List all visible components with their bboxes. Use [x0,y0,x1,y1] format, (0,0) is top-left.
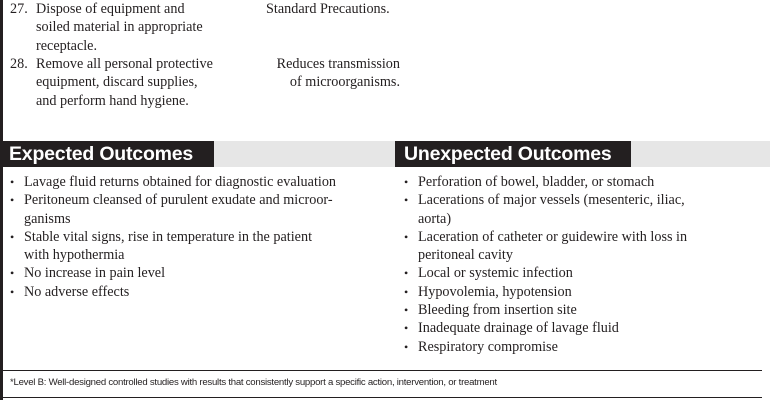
procedure-step-27 [10,0,260,55]
list-item-text: Inadequate drainage of lavage fluid [418,320,619,337]
step-text-line: Dispose of equipment and [36,1,185,17]
step-27-rationale [266,0,400,18]
list-item [404,301,749,319]
list-item [10,191,380,228]
step-text-line: and perform hand hygiene. [36,92,189,109]
step-number: 27. [10,1,28,17]
list-item [404,173,749,191]
list-item [10,228,380,265]
list-item-text: Local or systemic infection [418,265,573,282]
list-item-text: No increase in pain level [24,265,166,282]
expected-outcomes-list [10,173,380,301]
list-item [404,264,749,282]
step-text-line: Remove all personal protective [36,56,213,72]
list-item-text: with hypothermia [24,247,125,264]
list-item-text: peritoneal cavity [418,247,513,264]
step-28-rationale [266,55,400,92]
left-border-rule [0,0,3,400]
list-item-text: aorta) [418,210,452,227]
rationale-line: Standard Precautions. [266,1,390,17]
step-text-line: equipment, discard supplies, [36,74,198,91]
list-item-text: Perforation of bowel, bladder, or stomach [418,174,655,190]
list-item [10,173,380,191]
list-item [10,283,380,301]
footnote-bottom-rule [3,397,762,398]
list-item [404,338,749,356]
list-item [404,319,749,337]
list-item-text: Peritoneum cleansed of purulent exudate and microor- [24,192,333,209]
procedure-step-28 [10,55,260,110]
list-item [404,191,749,228]
list-item-text: Laceration of catheter or guidewire with loss in [418,228,688,245]
list-item [404,228,749,265]
rationale-line: Reduces transmission [276,56,400,72]
unexpected-outcomes-list [404,173,749,356]
footnote-top-rule [3,370,762,371]
list-item-text: Lacerations of major vessels (mesenteric, iliac, [418,192,685,209]
rationale-line: of microorganisms. [289,74,400,91]
list-item-text: Stable vital signs, rise in temperature in the patient [24,228,313,245]
list-item-text: Bleeding from insertion site [418,302,577,319]
list-item-text: Lavage fluid returns obtained for diagnostic evaluation [24,174,337,190]
unexpected-outcomes-heading: Unexpected Outcomes [395,141,631,167]
expected-outcomes-heading: Expected Outcomes [0,141,214,167]
step-number: 28. [10,56,28,72]
step-text-line: soiled material in appropriate [36,19,203,36]
step-text-line: receptacle. [36,37,98,54]
list-item-text: Hypovolemia, hypotension [418,283,572,300]
list-item-text: No adverse effects [24,283,130,300]
list-item-text: ganisms [24,210,71,227]
list-item [10,264,380,282]
list-item [404,283,749,301]
list-item-text: Respiratory compromise [418,338,558,355]
evidence-level-footnote: *Level B: Well-designed controlled studies with results that consistently support a specific action, intervention, or treatment [10,377,497,388]
